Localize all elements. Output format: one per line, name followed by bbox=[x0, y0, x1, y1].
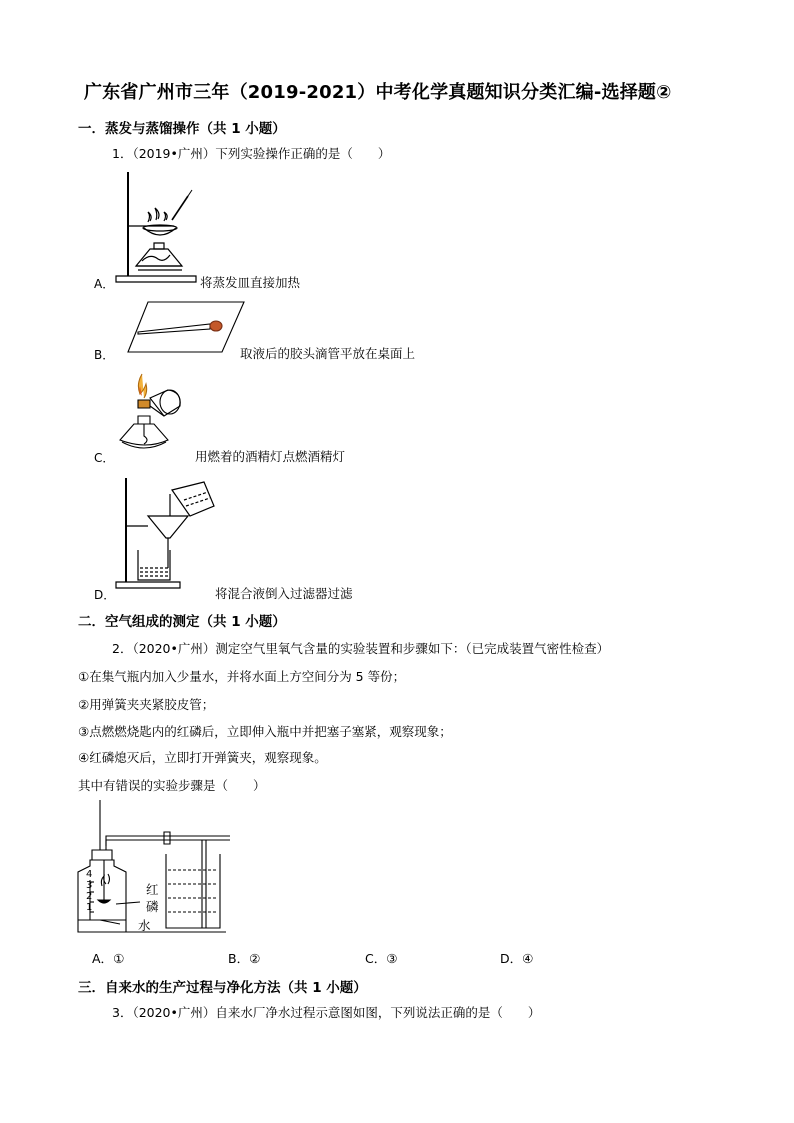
scale-mark-3: 3 bbox=[86, 880, 93, 891]
question-2-prompt: 其中有错误的实验步骤是（ ） bbox=[78, 778, 266, 793]
answer-c-letter: C． bbox=[365, 951, 387, 966]
figure-dropper-on-table bbox=[126, 298, 246, 356]
figure-filtration-apparatus bbox=[112, 472, 218, 590]
option-1d-text: 将混合液倒入过滤器过滤 bbox=[215, 586, 353, 601]
label-water: 水 bbox=[138, 918, 151, 933]
answer-a bbox=[92, 949, 124, 967]
scale-mark-2: 2 bbox=[86, 891, 93, 902]
label-red-phosphorus-1: 红 bbox=[146, 882, 159, 897]
question-3-stem: 3．（2020•广州）自来水厂净水过程示意图如图，下列说法正确的是（ ） bbox=[112, 1005, 541, 1020]
answer-b-letter: B． bbox=[228, 951, 250, 966]
scale-mark-1: 1 bbox=[86, 902, 93, 913]
section-heading-2: 二．空气组成的测定（共 1 小题） bbox=[78, 614, 286, 630]
answer-b bbox=[228, 949, 260, 967]
option-1c-text: 用燃着的酒精灯点燃酒精灯 bbox=[195, 449, 346, 464]
figure-oxygen-content-apparatus bbox=[80, 800, 230, 940]
question-2-step-2: ②用弹簧夹夹紧胶皮管； bbox=[78, 697, 215, 712]
scale-mark-4: 4 bbox=[86, 869, 93, 880]
question-2-step-1: ①在集气瓶内加入少量水，并将水面上方空间分为 5 等份； bbox=[78, 669, 406, 684]
answer-d bbox=[500, 949, 533, 967]
answer-b-text: ② bbox=[249, 951, 261, 966]
page-title: 广东省广州市三年（2019-2021）中考化学真题知识分类汇编-选择题② bbox=[84, 82, 672, 103]
answer-a-text: ① bbox=[113, 951, 125, 966]
question-2-stem: 2．（2020•广州）测定空气里氧气含量的实验装置和步骤如下：（已完成装置气密性检查） bbox=[112, 641, 610, 656]
figure-lamp-lighting-lamp bbox=[116, 370, 192, 462]
label-red-phosphorus-2: 磷 bbox=[146, 899, 159, 914]
option-1c-letter: C． bbox=[94, 451, 115, 465]
answer-d-text: ④ bbox=[522, 951, 534, 966]
answer-c-text: ③ bbox=[386, 951, 398, 966]
figure-evaporation-apparatus bbox=[112, 166, 202, 284]
question-2-step-3: ③点燃燃烧匙内的红磷后，立即伸入瓶中并把塞子塞紧，观察现象； bbox=[78, 724, 452, 739]
answer-c bbox=[365, 949, 397, 967]
option-1b-letter: B． bbox=[94, 348, 115, 362]
option-1d-letter: D． bbox=[94, 588, 116, 602]
answer-a-letter: A． bbox=[92, 951, 114, 966]
question-2-step-4: ④红磷熄灭后，立即打开弹簧夹，观察现象。 bbox=[78, 750, 327, 765]
answer-d-letter: D． bbox=[500, 951, 523, 966]
section-heading-3: 三．自来水的生产过程与净化方法（共 1 小题） bbox=[78, 980, 367, 996]
option-1a-text: 将蒸发皿直接加热 bbox=[200, 275, 301, 290]
section-heading-1: 一．蒸发与蒸馏操作（共 1 小题） bbox=[78, 121, 286, 137]
option-1a-letter: A． bbox=[94, 277, 115, 291]
option-1b-text: 取液后的胶头滴管平放在桌面上 bbox=[240, 346, 416, 361]
question-1-stem: 1．（2019•广州）下列实验操作正确的是（ ） bbox=[112, 146, 391, 161]
